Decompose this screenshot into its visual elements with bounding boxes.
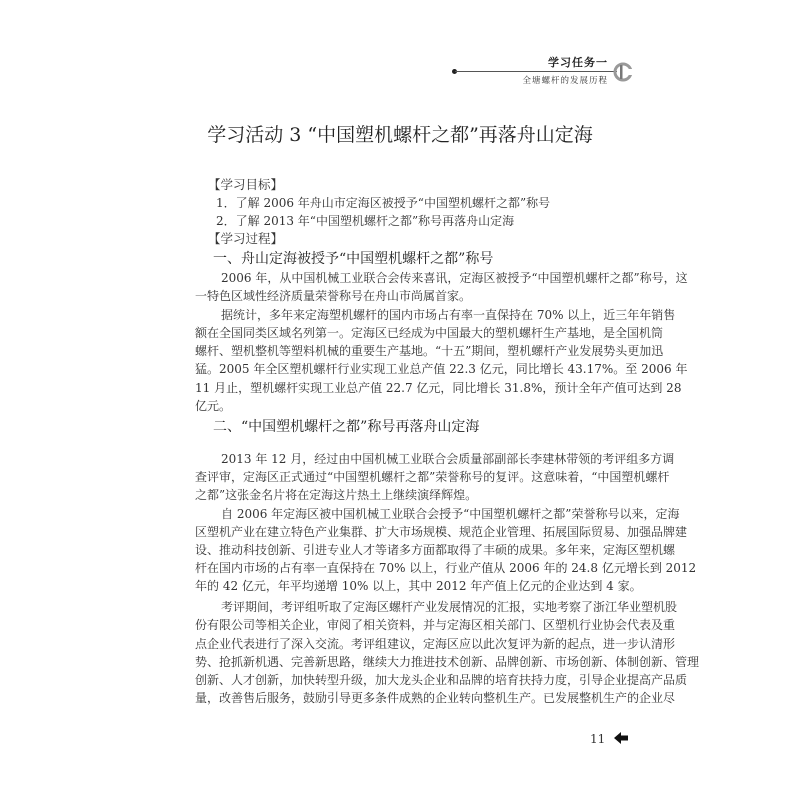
body-line: 额在全国同类区域名列第一。定海区已经成为中国最大的塑机螺杆生产基地，是全国机筒 [195, 326, 664, 340]
body-line: 杆在国内市场的占有率一直保持在 70% 以上，行业产值从 2006 年的 24.8 亿元增长到 2012 [195, 561, 697, 575]
goal-item: 1．了解 2006 年舟山市定海区被授予“中国塑机螺杆之都”称号 [216, 196, 551, 210]
body-line: 创新、人才创新，加快转型升级，加大龙头企业和品牌的培育扶持力度，引导企业提高产品质 [195, 673, 688, 687]
section-heading: 二、“中国塑机螺杆之都”称号再落舟山定海 [213, 419, 480, 435]
body-line: 猛。2005 年全区塑机螺杆行业实现工业总产值 22.3 亿元，同比增长 43.17%。至 2006 年 [195, 362, 688, 376]
goal-item: 2．了解 2013 年“中国塑机螺杆之都”称号再落舟山定海 [216, 214, 515, 228]
body-line: 11 月止，塑机螺杆实现工业总产值 22.7 亿元，同比增长 31.8%，预计全年产值可达到 28 [195, 381, 682, 395]
body-line: 自 2006 年定海区被中国机械工业联合会授予“中国塑机螺杆之都”荣誉称号以来，定海 [221, 507, 680, 521]
body-line: 点企业代表进行了深入交流。考评组建议，定海区应以此次复评为新的起点，进一步认清形 [195, 637, 676, 651]
body-line: 2006 年，从中国机械工业联合会传来喜讯，定海区被授予“中国塑机螺杆之都”称号，这 [221, 271, 688, 285]
body-line: 据统计，多年来定海塑机螺杆的国内市场占有率一直保持在 70% 以上，近三年年销售 [221, 308, 676, 322]
header-rule [455, 71, 617, 72]
process-label: 【学习过程】 [208, 231, 284, 246]
body-line: 份有限公司等相关企业，审阅了相关资料，并与定海区相关部门、区塑机行业协会代表及重 [195, 618, 676, 632]
page-number: 11 [590, 732, 606, 746]
page-title: 学习活动 3 “中国塑机螺杆之都”再落舟山定海 [207, 124, 593, 146]
body-line: 量，改善售后服务，鼓励引导更多条件成熟的企业转向整机生产。已发展整机生产的企业尽 [195, 691, 676, 705]
body-line: 螺杆、塑机整机等塑料机械的重要生产基地。“十五”期间，塑机螺杆产业发展势头更加迅 [195, 344, 664, 358]
body-line: 亿元。 [195, 399, 232, 413]
chapter-subtitle: 全塘螺杆的发展历程 [522, 76, 608, 86]
goals-label: 【学习目标】 [208, 177, 284, 192]
arrow-left-icon [614, 732, 628, 744]
body-line: 设、推动科技创新、引进专业人才等诸多方面都取得了丰硕的成果。多年来，定海区塑机螺 [195, 543, 676, 557]
body-line: 2013 年 12 月，经过由中国机械工业联合会质量部副部长李建林带领的考评组多方调 [221, 452, 675, 466]
body-line: 之都”这张金名片将在定海这片热土上继续演绎辉煌。 [195, 488, 478, 502]
body-line: 势、抢抓新机遇、完善新思路，继续大力推进技术创新、品牌创新、市场创新、体制创新、管理 [195, 655, 700, 669]
chapter-logo-icon [613, 62, 633, 82]
body-line: 一特色区域性经济质量荣誉称号在舟山市尚属首家。 [195, 289, 472, 303]
body-line: 查评审，定海区正式通过“中国塑机螺杆之都”荣誉称号的复评。这意味着，“中国塑机螺杆 [195, 470, 670, 484]
chapter-task-label: 学习任务一 [548, 56, 608, 69]
body-line: 考评期间，考评组听取了定海区螺杆产业发展情况的汇报，实地考察了浙江华业塑机股 [221, 600, 678, 614]
section-heading: 一、舟山定海被授予“中国塑机螺杆之都”称号 [213, 251, 494, 267]
body-line: 年的 42 亿元，年平均递增 10% 以上，其中 2012 年产值上亿元的企业达到 4 家。 [195, 579, 642, 593]
body-line: 区塑机产业在建立特色产业集群、扩大市场规模、规范企业管理、拓展国际贸易、加强品牌建 [195, 525, 688, 539]
